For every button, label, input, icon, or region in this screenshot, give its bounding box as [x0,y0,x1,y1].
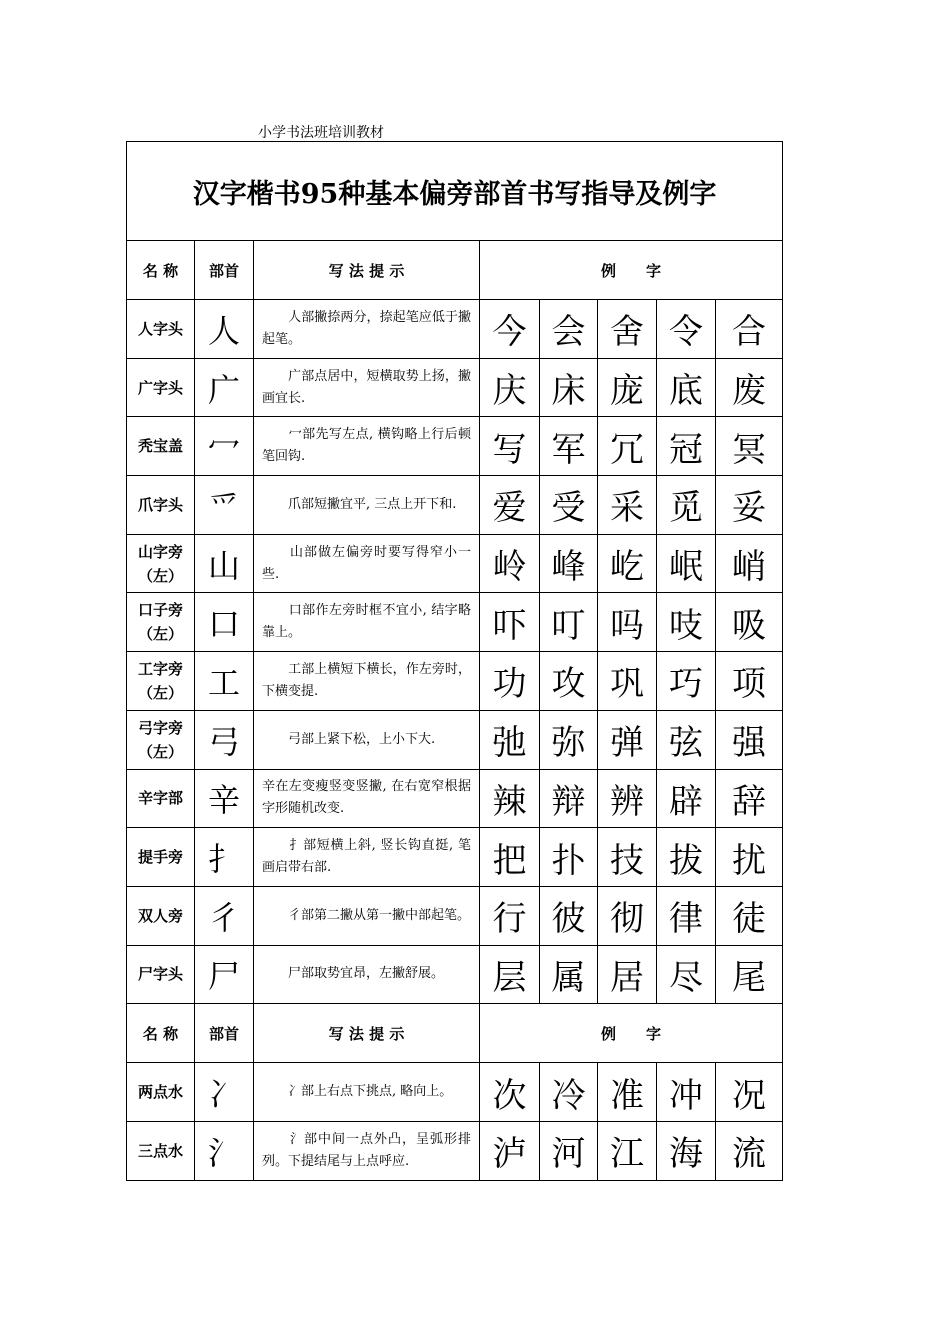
column-header-row [127,241,783,300]
radical-name: 弓字旁（左） [127,710,195,769]
example-character: 觅 [657,476,716,535]
radical-glyph: 口 [195,593,254,652]
example-character: 彼 [540,886,598,945]
example-character: 准 [598,1063,657,1122]
example-character: 冠 [657,417,716,476]
example-character: 岭 [480,534,540,593]
example-character: 冗 [598,417,657,476]
table-row [127,769,783,828]
radical-glyph: 爫 [195,476,254,535]
table-row [127,358,783,417]
example-character: 吗 [598,593,657,652]
example-character: 扑 [540,828,598,887]
col-header-examples: 例 字 [480,1004,783,1063]
radical-name: 三点水 [127,1121,195,1180]
example-character: 受 [540,476,598,535]
writing-tip: 扌部短横上斜, 竖长钩直挺, 笔画启带右部. [254,828,480,887]
example-character: 江 [598,1121,657,1180]
table-row [127,652,783,711]
example-character: 床 [540,358,598,417]
example-character: 军 [540,417,598,476]
radical-name: 爪字头 [127,476,195,535]
example-character: 吓 [480,593,540,652]
writing-tip: 山部做左偏旁时要写得窄小一些. [254,534,480,593]
example-character: 庞 [598,358,657,417]
writing-tip: 弓部上紧下松，上小下大. [254,710,480,769]
example-character: 律 [657,886,716,945]
radical-name: 广字头 [127,358,195,417]
example-character: 强 [716,710,783,769]
table-row [127,417,783,476]
example-character: 尾 [716,945,783,1004]
radical-glyph: 冖 [195,417,254,476]
col-header-tip: 写 法 提 示 [254,241,480,300]
radical-name: 尸字头 [127,945,195,1004]
example-character: 项 [716,652,783,711]
example-character: 徒 [716,886,783,945]
example-character: 冷 [540,1063,598,1122]
example-character: 技 [598,828,657,887]
example-character: 岷 [657,534,716,593]
example-character: 巧 [657,652,716,711]
writing-tip: 冫部上右点下挑点, 略向上。 [254,1063,480,1122]
example-character: 今 [480,300,540,359]
writing-tip: 冖部先写左点, 横钩略上行后顿笔回钩. [254,417,480,476]
page-title: 汉字楷书95种基本偏旁部首书写指导及例字 [127,142,783,241]
writing-tip: 广部点居中，短横取势上扬，撇画宜长. [254,358,480,417]
example-character: 妥 [716,476,783,535]
radical-table [126,141,783,1181]
writing-tip: 彳部第二撇从第一撇中部起笔。 [254,886,480,945]
col-header-radical: 部首 [195,1004,254,1063]
radical-glyph: 辛 [195,769,254,828]
example-character: 会 [540,300,598,359]
radical-glyph: 彳 [195,886,254,945]
radical-name: 秃宝盖 [127,417,195,476]
radical-name: 口子旁（左） [127,593,195,652]
example-character: 彻 [598,886,657,945]
example-character: 把 [480,828,540,887]
radical-name: 两点水 [127,1063,195,1122]
radical-glyph: 氵 [195,1121,254,1180]
example-character: 辩 [540,769,598,828]
col-header-name: 名 称 [127,1004,195,1063]
example-character: 拔 [657,828,716,887]
table-row [127,593,783,652]
example-character: 泸 [480,1121,540,1180]
example-character: 尽 [657,945,716,1004]
radical-glyph: 山 [195,534,254,593]
radical-name: 提手旁 [127,828,195,887]
radical-glyph: 人 [195,300,254,359]
table-row [127,1063,783,1122]
example-character: 吱 [657,593,716,652]
example-character: 海 [657,1121,716,1180]
radical-name: 工字旁（左） [127,652,195,711]
table-row [127,1121,783,1180]
example-character: 行 [480,886,540,945]
example-character: 巩 [598,652,657,711]
example-character: 屹 [598,534,657,593]
example-character: 辟 [657,769,716,828]
table-row [127,300,783,359]
example-character: 扰 [716,828,783,887]
writing-tip: 人部撇捺两分，捺起笔应低于撇起笔。 [254,300,480,359]
radical-glyph: 弓 [195,710,254,769]
table-row [127,710,783,769]
table-row [127,476,783,535]
col-header-name: 名 称 [127,241,195,300]
example-character: 庆 [480,358,540,417]
example-character: 底 [657,358,716,417]
radical-glyph: 尸 [195,945,254,1004]
example-character: 流 [716,1121,783,1180]
writing-tip: 氵部中间一点外凸，呈弧形排列。下提结尾与上点呼应. [254,1121,480,1180]
col-header-tip: 写 法 提 示 [254,1004,480,1063]
example-character: 辞 [716,769,783,828]
radical-name: 山字旁（左） [127,534,195,593]
col-header-radical: 部首 [195,241,254,300]
example-character: 峭 [716,534,783,593]
example-character: 况 [716,1063,783,1122]
header-note: 小学书法班培训教材 [258,125,384,141]
example-character: 辣 [480,769,540,828]
column-header-row [127,1004,783,1063]
col-header-examples: 例 字 [480,241,783,300]
example-character: 采 [598,476,657,535]
example-character: 舍 [598,300,657,359]
example-character: 废 [716,358,783,417]
example-character: 居 [598,945,657,1004]
example-character: 辨 [598,769,657,828]
radical-glyph: 工 [195,652,254,711]
writing-tip: 辛在左变瘦竖变竖撇, 在右宽窄根据字形随机改变. [254,769,480,828]
example-character: 合 [716,300,783,359]
table-row [127,828,783,887]
writing-tip: 尸部取势宜昂，左撇舒展。 [254,945,480,1004]
writing-tip: 口部作左旁时框不宜小, 结字略靠上。 [254,593,480,652]
radical-name: 辛字部 [127,769,195,828]
radical-name: 双人旁 [127,886,195,945]
table-row [127,534,783,593]
example-character: 爱 [480,476,540,535]
example-character: 层 [480,945,540,1004]
radical-glyph: 冫 [195,1063,254,1122]
example-character: 冲 [657,1063,716,1122]
example-character: 冥 [716,417,783,476]
radical-glyph: 广 [195,358,254,417]
example-character: 河 [540,1121,598,1180]
writing-tip: 工部上横短下横长，作左旁时，下横变提. [254,652,480,711]
example-character: 令 [657,300,716,359]
example-character: 弛 [480,710,540,769]
example-character: 次 [480,1063,540,1122]
table-row [127,886,783,945]
example-character: 弥 [540,710,598,769]
radical-glyph: 扌 [195,828,254,887]
example-character: 攻 [540,652,598,711]
example-character: 写 [480,417,540,476]
example-character: 峰 [540,534,598,593]
writing-tip: 爪部短撇宜平, 三点上开下和. [254,476,480,535]
radical-name: 人字头 [127,300,195,359]
example-character: 功 [480,652,540,711]
example-character: 弦 [657,710,716,769]
example-character: 吸 [716,593,783,652]
example-character: 属 [540,945,598,1004]
example-character: 弹 [598,710,657,769]
example-character: 叮 [540,593,598,652]
table-row [127,945,783,1004]
